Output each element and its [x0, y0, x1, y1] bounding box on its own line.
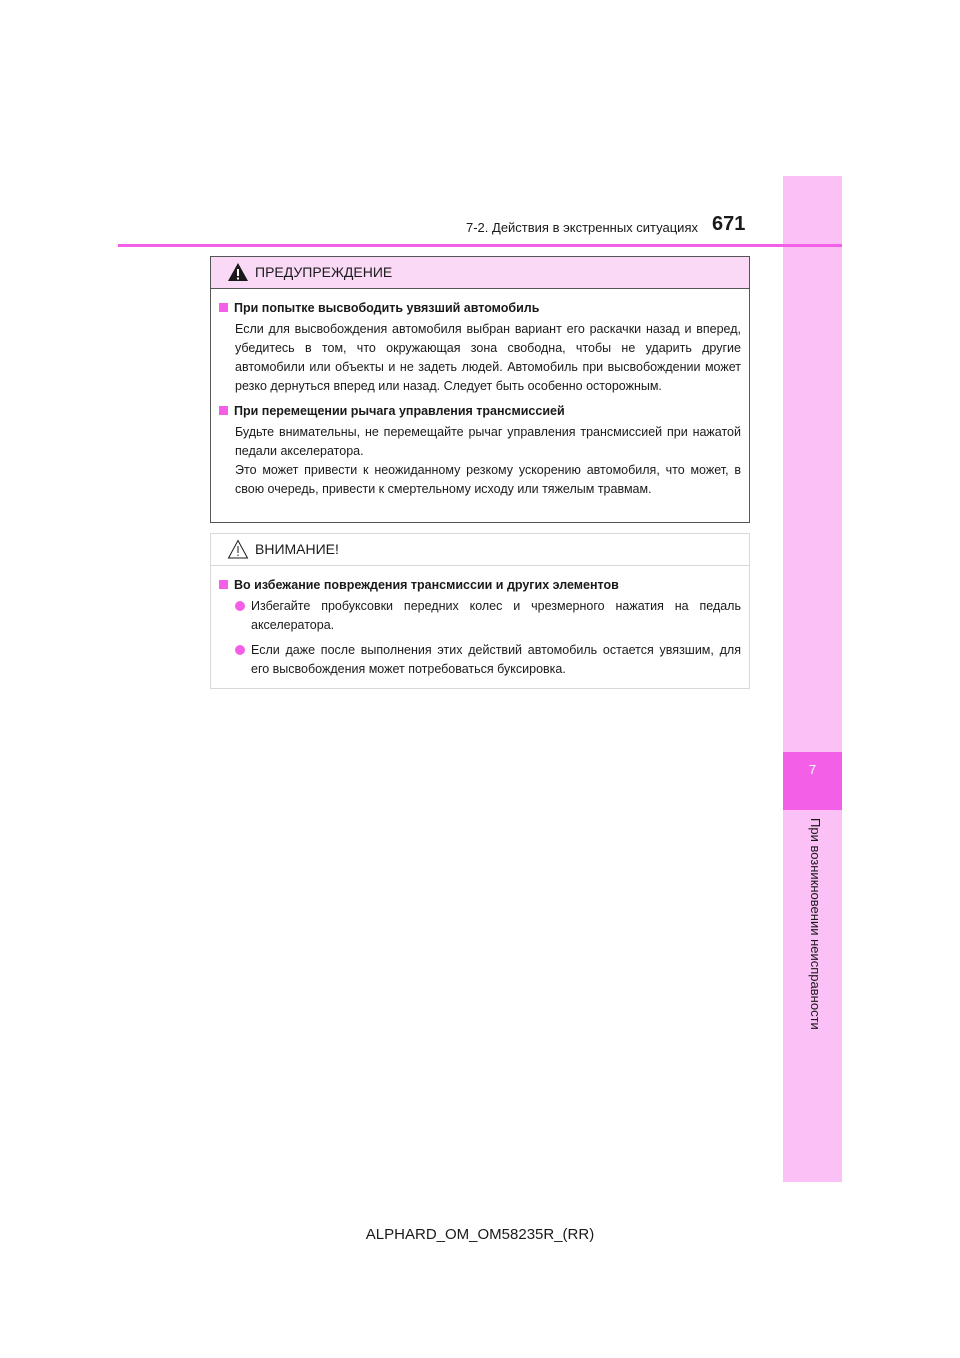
- warning-item-text: Если для высвобождения автомобиля выбран вариант его раскачки назад и вперед, убедитесь в том, что окружающая зона свободна, чтобы не ударить другие автомобили или объекты и не задеть людей. Автомобиль при высвобождении может резко дернуться вперед или назад. Следует быть особенно осторожным.: [235, 322, 741, 393]
- warning-item-text: Это может привести к неожиданному резкому ускорению автомобиля, что может, в свою очередь, привести к смертельному исходу или тяжелым травмам.: [235, 463, 741, 496]
- list-item: [219, 597, 741, 635]
- warning-item-text: Будьте внимательны, не перемещайте рычаг управления трансмиссией при нажатой педали акселератора.: [235, 425, 741, 458]
- section-title: 7-2. Действия в экстренных ситуациях: [466, 220, 698, 235]
- square-bullet-icon: [219, 303, 228, 312]
- chapter-number: 7: [808, 762, 817, 777]
- bullet-dot-icon: [235, 601, 245, 611]
- warning-icon: [227, 262, 249, 282]
- warning-item-heading: [219, 299, 741, 318]
- warning-item-heading: [219, 402, 741, 421]
- warning-title: ПРЕДУПРЕЖДЕНИЕ: [255, 264, 393, 280]
- document-code: ALPHARD_OM_OM58235R_(RR): [365, 1226, 595, 1243]
- chapter-label: При возникновении неисправности: [808, 818, 823, 1030]
- page-number: 671: [712, 213, 746, 235]
- warning-item-heading-text: При перемещении рычага управления трансмиссией: [234, 404, 565, 418]
- list-item: [219, 641, 741, 679]
- square-bullet-icon: [219, 406, 228, 415]
- caution-icon: [227, 539, 249, 559]
- bullet-dot-icon: [235, 645, 245, 655]
- caution-heading: [219, 576, 741, 595]
- caution-header: [211, 534, 749, 566]
- warning-box: [210, 256, 750, 523]
- warning-header: [211, 257, 749, 289]
- caution-title: ВНИМАНИЕ!: [255, 541, 339, 557]
- square-bullet-icon: [219, 580, 228, 589]
- list-item-text: Избегайте пробуксовки передних колес и чрезмерного нажатия на педаль акселератора.: [251, 599, 741, 632]
- list-item-text: Если даже после выполнения этих действий автомобиль остается увязшим, для его высвобождения может потребоваться буксировка.: [251, 643, 741, 676]
- caution-heading-text: Во избежание повреждения трансмиссии и других элементов: [234, 578, 619, 592]
- chapter-tab-active: [783, 752, 842, 810]
- caution-box: [210, 533, 750, 689]
- header-rule: [118, 244, 842, 247]
- warning-item-heading-text: При попытке высвободить увязший автомобиль: [234, 301, 540, 315]
